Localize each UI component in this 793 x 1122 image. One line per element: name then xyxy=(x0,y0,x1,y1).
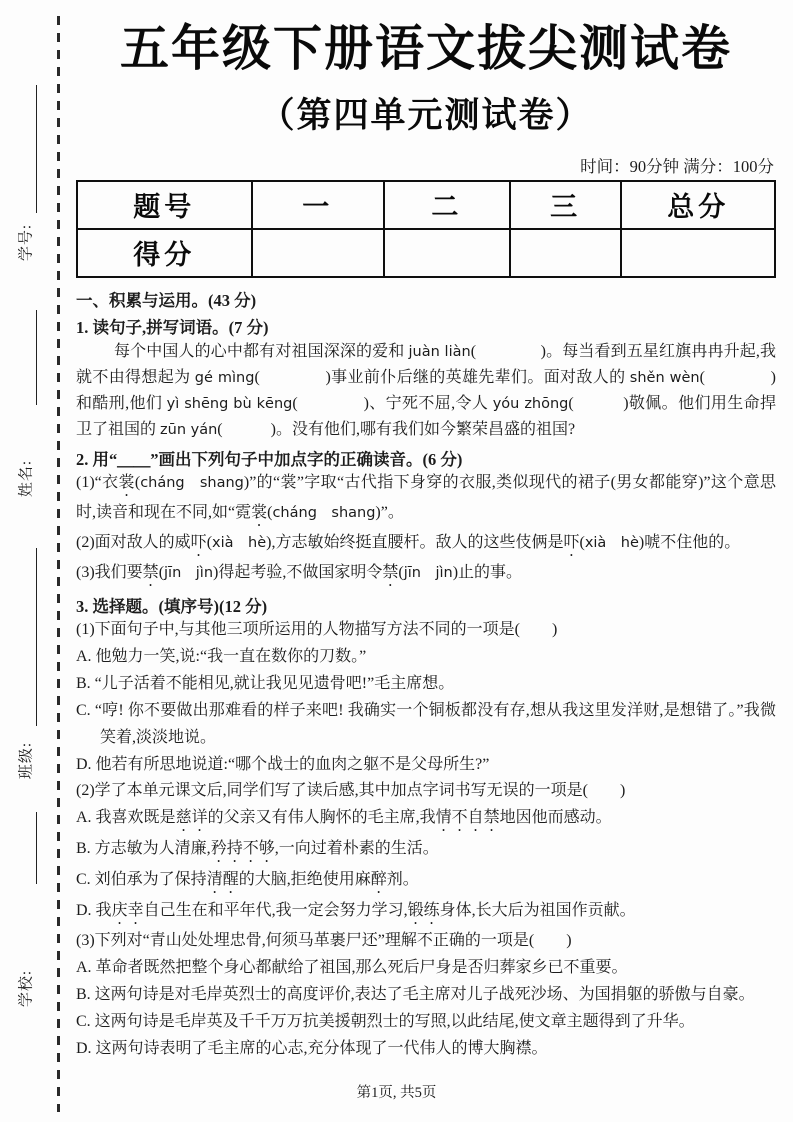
q2-item-1: (1)“衣裳(cháng shang)”的“裳”字取“古代指下身穿的衣服,类似现代的裙子(男女都能穿)”这个意思时,读音和现在不同,如“霓裳(cháng shang)”。 xyxy=(76,473,776,521)
writing-line-class xyxy=(36,548,37,726)
score-cell-empty xyxy=(510,229,622,277)
score-table-value-row xyxy=(77,229,775,277)
score-cell-empty xyxy=(384,229,510,277)
q3-sub1-option-a: A. 他勉力一笑,说:“我一直在数你的刀数。” xyxy=(76,647,367,665)
writing-line-student-id xyxy=(36,85,37,213)
score-cell-empty xyxy=(621,229,775,277)
q3-heading: 3. 选择题。(填序号)(12 分) xyxy=(76,596,268,616)
q3-sub2-option-a: A. 我喜欢既是慈详的父亲又有伟人胸怀的毛主席,我情不自禁地因他而感动。 xyxy=(76,808,612,826)
writing-line-school xyxy=(36,812,37,884)
q1-paragraph: 每个中国人的心中都有对祖国深深的爱和 juàn liàn( )。每当看到五星红旗冉冉升起,我就不由得想起为 gé mìng( )事业前仆后继的英雄先辈们。面对敌人的 shěn wèn( )和酷刑,他们 yì shēng bù kēng( )、宁死不屈,令人 yóu zhōng( )敬佩。他们用生命捍卫了祖国的 zūn yán( )。没有他们,哪有我们如今繁荣昌盛的祖国? xyxy=(76,342,776,438)
q3-sub3-option-b: B. 这两句诗是对毛岸英烈士的高度评价,表达了毛主席对儿子战死沙场、为国捐躯的骄傲与自豪。 xyxy=(76,985,755,1003)
q2-heading: 2. 用“＿＿”画出下列句子中加点字的正确读音。(6 分) xyxy=(76,449,463,469)
score-header-cell: 题号 xyxy=(77,181,252,229)
score-table xyxy=(76,180,776,278)
q3-sub3-option-a: A. 革命者既然把整个身心都献给了祖国,那么死后尸身是否归葬家乡已不重要。 xyxy=(76,958,628,976)
q3-sub2-stem: (2)学了本单元课文后,同学们写了读后感,其中加点字词书写无误的一项是( ) xyxy=(76,781,626,799)
q2-item-2: (2)面对敌人的威吓(xià hè),方志敏始终挺直腰杆。敌人的这些伎俩是吓(xià hè)唬不住他的。 xyxy=(76,533,741,551)
sidebar-label-school: 学校: xyxy=(18,969,35,1008)
q3-sub1-option-d: D. 他若有所思地说道:“哪个战士的血肉之躯不是父母所生?” xyxy=(76,755,490,773)
q1-heading: 1. 读句子,拼写词语。(7 分) xyxy=(76,317,269,337)
score-row-label: 得分 xyxy=(77,229,252,277)
q3-sub3-option-c: C. 这两句诗是毛岸英及千千万万抗美援朝烈士的写照,以此结尾,使文章主题得到了升华。 xyxy=(76,1012,695,1030)
page-title: 五年级下册语文拔尖测试卷 xyxy=(119,21,732,76)
q3-sub3-stem: (3)下列对“青山处处埋忠骨,何须马革裹尸还”理解不正确的一项是( ) xyxy=(76,931,572,949)
q3-sub2-option-b: B. 方志敏为人清廉,矜持不够,一向过着朴素的生活。 xyxy=(76,839,439,857)
page-subtitle: （第四单元测试卷） xyxy=(259,95,593,135)
sidebar-label-student-name: 姓名: xyxy=(18,459,35,498)
score-header-cell: 二 xyxy=(384,181,510,229)
score-header-cell: 总分 xyxy=(621,181,775,229)
q3-sub2-option-c: C. 刘伯承为了保持清醒的大脑,拒绝使用麻醉剂。 xyxy=(76,870,419,888)
score-header-cell: 一 xyxy=(252,181,385,229)
exam-meta: 时间：90分钟 满分：100分 xyxy=(580,156,774,176)
q3-sub1-stem: (1)下面句子中,与其他三项所运用的人物描写方法不同的一项是( ) xyxy=(76,620,558,638)
score-table-header-row xyxy=(77,181,775,229)
q3-sub1-option-c: C. “哼! 你不要做出那难看的样子来吧! 我确实一个铜板都没有存,想从我这里发洋财,是想错了。”我微笑着,淡淡地说。 xyxy=(76,701,776,746)
writing-line-student-name xyxy=(36,310,37,405)
score-header-cell: 三 xyxy=(510,181,622,229)
q3-sub2-option-d: D. 我庆幸自己生在和平年代,我一定会努力学习,锻练身体,长大后为祖国作贡献。 xyxy=(76,901,636,919)
page-number: 第1页, 共5页 xyxy=(356,1085,437,1101)
cut-line-dashed xyxy=(57,16,60,1112)
q3-sub1-option-b: B. “儿子活着不能相见,就让我见见遗骨吧!”毛主席想。 xyxy=(76,674,455,692)
score-cell-empty xyxy=(252,229,385,277)
sidebar-label-student-id: 学号: xyxy=(18,223,35,262)
exam-content xyxy=(76,0,776,1062)
section-title: 一、积累与运用。(43 分) xyxy=(76,290,257,310)
sidebar-label-class: 班级: xyxy=(18,741,35,780)
q3-sub3-option-d: D. 这两句诗表明了毛主席的心志,充分体现了一代伟人的博大胸襟。 xyxy=(76,1039,548,1057)
q2-item-3: (3)我们要禁(jīn jìn)得起考验,不做国家明令禁(jīn jìn)止的事。 xyxy=(76,563,523,581)
